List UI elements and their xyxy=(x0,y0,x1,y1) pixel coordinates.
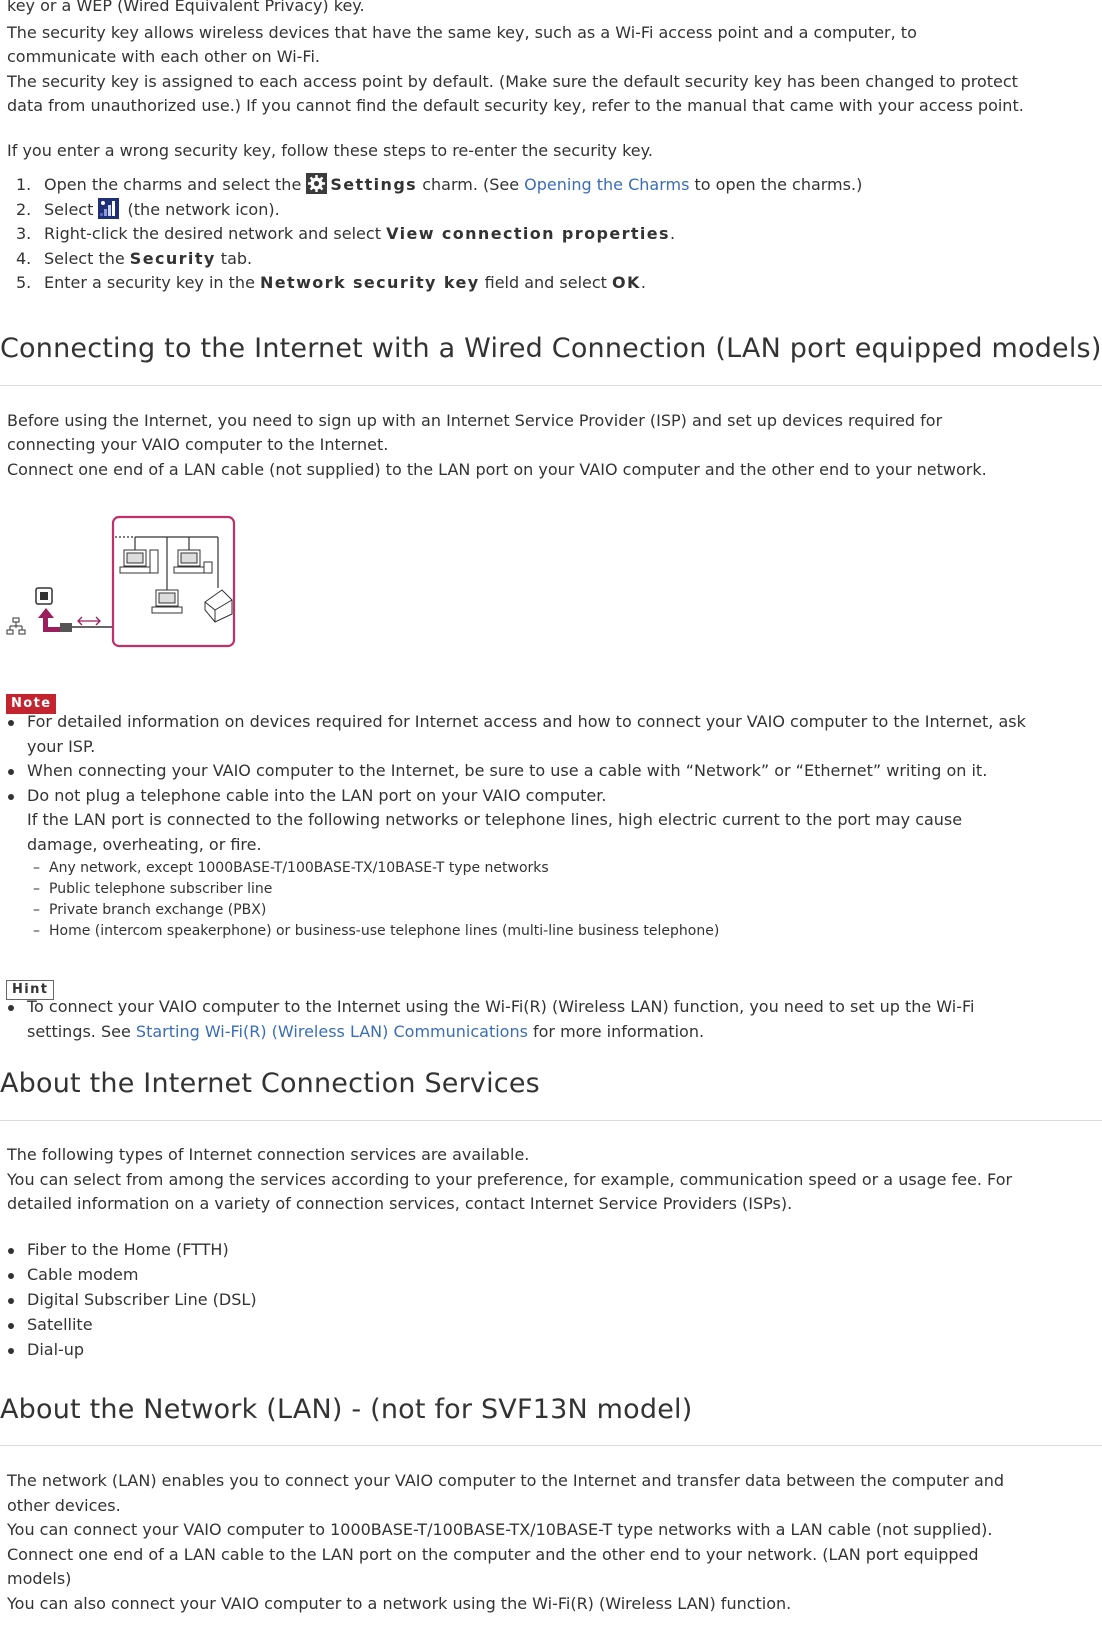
hint-badge: Hint xyxy=(6,980,54,1000)
lan-paragraph: other devices. xyxy=(7,1496,121,1515)
lan-port-icon xyxy=(36,588,52,604)
lan-paragraph: You can connect your VAIO computer to 1000BASE-T/100BASE-TX/10BASE-T type networks with a LAN cable (not supplied). xyxy=(7,1520,993,1539)
bullet xyxy=(8,769,14,775)
services-paragraph: detailed information on a variety of connection services, contact Internet Service Providers (ISPs). xyxy=(7,1194,793,1213)
step-text: Right-click the desired network and select View connection properties. xyxy=(44,224,676,243)
lan-port-symbol-icon xyxy=(7,618,25,634)
intro-line: If you enter a wrong security key, follow these steps to re-enter the security key. xyxy=(7,141,653,160)
services-paragraph: The following types of Internet connection services are available. xyxy=(7,1145,530,1164)
desktop-computer-icon xyxy=(152,590,182,613)
step-text: Open the charms and select the Settings charm. (See Opening the Charms to open the charms.) xyxy=(44,175,863,194)
step-number: 3. xyxy=(16,224,32,243)
section-divider xyxy=(0,1120,1102,1121)
note-badge: Note xyxy=(6,694,56,714)
step-text: Select the Security tab. xyxy=(44,249,253,268)
intro-line: data from unauthorized use.) If you cannot find the default security key, refer to the manual that came with your access point. xyxy=(7,96,1024,115)
services-paragraph: You can select from among the services according to your preference, for example, communication speed or a usage fee. For xyxy=(7,1170,1013,1189)
section-divider xyxy=(0,1445,1102,1446)
bullet xyxy=(8,720,14,726)
network-frame xyxy=(113,517,234,646)
section-heading-lan: About the Network (LAN) - (not for SVF13N model) xyxy=(0,1394,693,1425)
settings-label: Settings xyxy=(330,175,418,194)
wired-paragraph: connecting your VAIO computer to the Internet. xyxy=(7,435,389,454)
ok-label: OK xyxy=(612,273,641,292)
step-text: Select (the network icon). xyxy=(44,200,280,219)
lan-paragraph: You can also connect your VAIO computer to a network using the Wi-Fi(R) (Wireless LAN) function. xyxy=(7,1594,792,1613)
view-connection-properties-label: View connection properties xyxy=(386,224,670,243)
network-icon xyxy=(98,198,119,219)
lan-connection-diagram xyxy=(0,510,245,660)
opening-charms-link[interactable]: Opening the Charms xyxy=(524,175,690,194)
settings-gear-icon xyxy=(306,173,327,194)
starting-wifi-link[interactable]: Starting Wi-Fi(R) (Wireless LAN) Communications xyxy=(135,1022,528,1041)
bullet xyxy=(8,1273,14,1279)
lan-paragraph: The network (LAN) enables you to connect your VAIO computer to the Internet and transfer data between the computer and xyxy=(7,1471,1005,1490)
intro-line: The security key is assigned to each access point by default. (Make sure the default security key has been changed to protect xyxy=(7,72,1018,91)
step-text: Enter a security key in the Network security key field and select OK. xyxy=(44,273,646,292)
arrow-icon xyxy=(38,608,62,632)
step-number: 1. xyxy=(16,175,32,194)
step-number: 5. xyxy=(16,273,32,292)
section-divider xyxy=(0,385,1102,386)
bullet xyxy=(8,1005,14,1011)
lan-paragraph: Connect one end of a LAN cable to the LAN port on the computer and the other end to your network. (LAN port equipped xyxy=(7,1545,979,1564)
bullet xyxy=(8,1323,14,1329)
network-security-key-label: Network security key xyxy=(260,273,480,292)
step-number: 2. xyxy=(16,200,32,219)
desktop-computer-icon xyxy=(120,550,158,573)
intro-line: key or a WEP (Wired Equivalent Privacy) key. xyxy=(7,0,365,15)
double-arrow-icon xyxy=(78,617,100,625)
intro-line: communicate with each other on Wi-Fi. xyxy=(7,47,320,66)
bullet xyxy=(8,1348,14,1354)
wired-paragraph: Before using the Internet, you need to sign up with an Internet Service Provider (ISP) and set up devices required for xyxy=(7,411,943,430)
security-tab-label: Security xyxy=(129,249,216,268)
section-heading-services: About the Internet Connection Services xyxy=(0,1068,540,1099)
section-heading-wired: Connecting to the Internet with a Wired Connection (LAN port equipped models) xyxy=(0,333,1102,364)
bullet xyxy=(8,1248,14,1254)
bullet xyxy=(8,1298,14,1304)
intro-line: The security key allows wireless devices that have the same key, such as a Wi-Fi access point and a computer, to xyxy=(7,23,917,42)
bullet xyxy=(8,794,14,800)
wired-paragraph: Connect one end of a LAN cable (not supplied) to the LAN port on your VAIO computer and the other end to your network. xyxy=(7,460,987,479)
lan-paragraph: models) xyxy=(7,1569,72,1588)
step-number: 4. xyxy=(16,249,32,268)
cable-plug-icon xyxy=(60,623,114,632)
